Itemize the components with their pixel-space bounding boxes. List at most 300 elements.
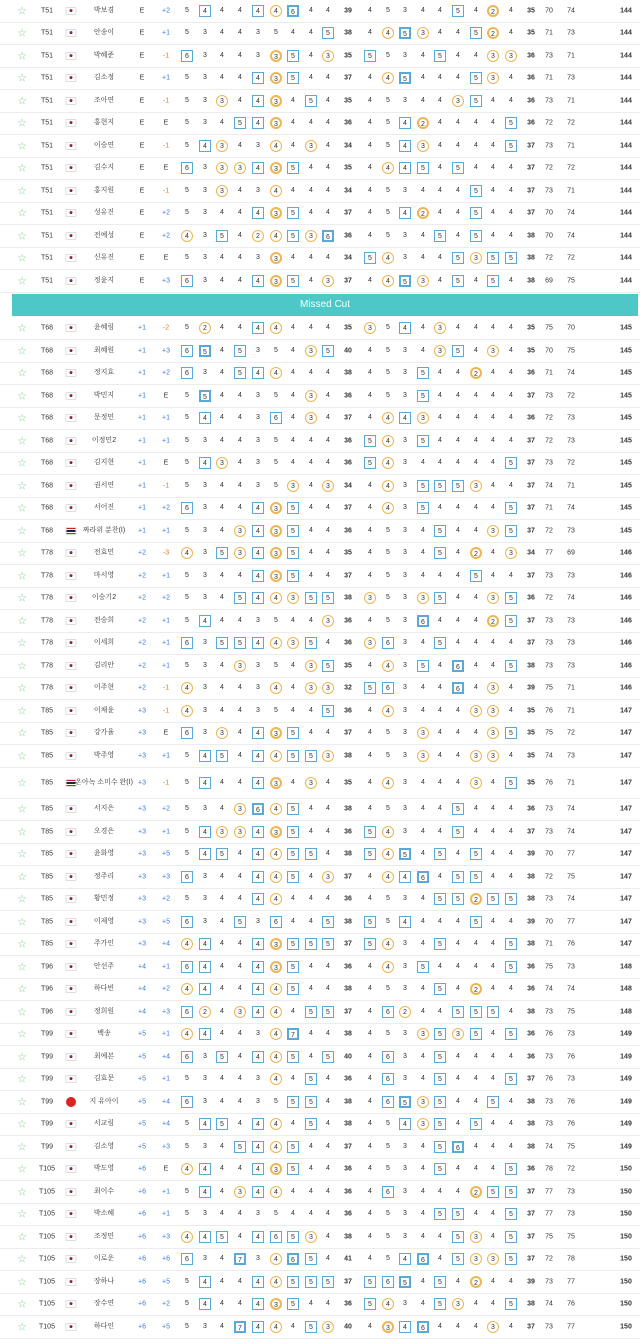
player-name[interactable]: 장수연	[93, 1300, 115, 1308]
star-icon[interactable]: ☆	[17, 1253, 27, 1266]
player-row[interactable]	[0, 498, 640, 521]
star-icon[interactable]: ☆	[17, 547, 27, 560]
player-row[interactable]	[0, 633, 640, 656]
player-name[interactable]: 문정민	[93, 414, 115, 422]
hole-score: 5	[505, 1073, 517, 1085]
hole-score: 4	[491, 231, 495, 239]
star-icon[interactable]: ☆	[17, 1298, 27, 1311]
hole-score: 4	[326, 962, 330, 970]
star-icon[interactable]: ☆	[17, 727, 27, 740]
star-icon[interactable]: ☆	[17, 457, 27, 470]
star-icon[interactable]: ☆	[17, 1231, 27, 1244]
star-icon[interactable]: ☆	[17, 750, 27, 763]
round2-score: 78	[567, 1255, 575, 1263]
player-row[interactable]	[0, 1024, 640, 1047]
hole-score: 4	[368, 616, 372, 624]
star-icon[interactable]: ☆	[17, 275, 27, 288]
player-row[interactable]	[0, 1204, 640, 1227]
star-icon[interactable]: ☆	[17, 983, 27, 996]
hole-score: 4	[421, 1007, 425, 1015]
player-name[interactable]: 윤화영	[93, 850, 115, 858]
player-name[interactable]: 박민지	[93, 391, 115, 399]
hole-score: 4	[438, 369, 442, 377]
star-icon[interactable]: ☆	[17, 615, 27, 628]
player-name[interactable]: 박주영	[93, 751, 115, 759]
hole-score: 5	[287, 207, 299, 219]
hole-score: 4	[421, 6, 425, 14]
star-icon[interactable]: ☆	[17, 1208, 27, 1221]
player-row[interactable]	[0, 889, 640, 912]
hole-score: 4	[421, 827, 425, 835]
hole-score: 5	[386, 391, 390, 399]
player-row[interactable]	[0, 1181, 640, 1204]
to-par-total: +5	[138, 1030, 146, 1038]
player-row[interactable]	[0, 340, 640, 363]
player-row[interactable]	[0, 1114, 640, 1137]
player-row[interactable]	[0, 1046, 640, 1069]
hole-score: 5	[470, 185, 482, 197]
hole-score: 4	[421, 346, 425, 354]
player-row[interactable]	[0, 1069, 640, 1092]
hole-score: 5	[322, 27, 334, 39]
to-par-total: +3	[138, 828, 146, 836]
star-icon[interactable]: ☆	[17, 435, 27, 448]
hole-score: 4	[474, 1322, 478, 1330]
star-icon[interactable]: ☆	[17, 162, 27, 175]
star-icon[interactable]: ☆	[17, 230, 27, 243]
player-name[interactable]: 김지현	[93, 459, 115, 467]
player-row[interactable]	[0, 475, 640, 498]
hole-score: 4	[368, 231, 372, 239]
out-score: 38	[344, 805, 352, 813]
hole-score: 3	[403, 827, 407, 835]
player-name[interactable]: 정희원	[93, 1007, 115, 1015]
in-score: 35	[527, 29, 535, 37]
round2-score: 73	[567, 639, 575, 647]
hole-score: 4	[326, 805, 330, 813]
star-icon[interactable]: ☆	[17, 367, 27, 380]
hole-score: 5	[505, 1208, 517, 1220]
player-row[interactable]	[0, 270, 640, 293]
to-par-total: +2	[138, 572, 146, 580]
player-row[interactable]	[0, 723, 640, 746]
player-name[interactable]: 이로운	[93, 1255, 115, 1263]
hole-score: 5	[386, 369, 390, 377]
hole-score: 3	[270, 777, 282, 789]
hole-score: 4	[238, 96, 242, 104]
hole-score: 5	[199, 390, 211, 402]
player-name[interactable]: 이승연	[93, 141, 115, 149]
star-icon[interactable]: ☆	[17, 871, 27, 884]
player-name[interactable]: 박도영	[93, 1165, 115, 1173]
position: T51	[40, 52, 54, 60]
star-icon[interactable]: ☆	[17, 1118, 27, 1131]
player-name[interactable]: 지 유아이	[89, 1097, 119, 1105]
player-row[interactable]	[0, 543, 640, 566]
flag-icon	[66, 527, 77, 535]
star-icon[interactable]: ☆	[17, 322, 27, 335]
flag-icon	[66, 985, 77, 993]
star-icon[interactable]: ☆	[17, 185, 27, 198]
player-name[interactable]: 이주현	[93, 684, 115, 692]
round1-score: 73	[545, 1098, 553, 1106]
star-icon[interactable]: ☆	[17, 570, 27, 583]
player-row[interactable]	[0, 90, 640, 113]
player-name[interactable]: 이세희	[93, 639, 115, 647]
hole-score: 4	[199, 1298, 211, 1310]
position: T105	[39, 1255, 55, 1263]
star-icon[interactable]: ☆	[17, 1321, 27, 1334]
flag-icon	[66, 1233, 77, 1241]
position: T68	[40, 504, 54, 512]
round2-score: 76	[567, 1300, 575, 1308]
player-row[interactable]	[0, 363, 640, 386]
round2-score: 75	[567, 347, 575, 355]
hole-score: 4	[438, 1322, 442, 1330]
hole-score: 3	[270, 547, 282, 559]
out-score: 32	[344, 684, 352, 692]
player-row[interactable]	[0, 1249, 640, 1272]
player-name[interactable]: 전예성	[93, 231, 115, 239]
player-row[interactable]	[0, 1136, 640, 1159]
player-name[interactable]: 권서연	[93, 481, 115, 489]
flag-icon	[66, 639, 77, 647]
player-name[interactable]: 김소영	[93, 1142, 115, 1150]
star-icon[interactable]: ☆	[17, 480, 27, 493]
hole-score: 4	[220, 917, 224, 925]
star-icon[interactable]: ☆	[17, 1096, 27, 1109]
hole-score: 4	[326, 1300, 330, 1308]
star-icon[interactable]: ☆	[17, 1073, 27, 1086]
hole-score: 5	[386, 1030, 390, 1038]
player-name[interactable]: 마서영	[93, 571, 115, 579]
player-row[interactable]	[0, 203, 640, 226]
flag-icon	[66, 504, 77, 512]
hole-score: 4	[438, 616, 442, 624]
player-name[interactable]: 홍현지	[93, 119, 115, 127]
position: T105	[39, 1300, 55, 1308]
hole-score: 5	[434, 1208, 446, 1220]
out-score: 36	[344, 707, 352, 715]
player-name[interactable]: 김소정	[93, 74, 115, 82]
round2-score: 73	[567, 1210, 575, 1218]
star-icon[interactable]: ☆	[17, 803, 27, 816]
player-row[interactable]	[0, 979, 640, 1002]
player-row[interactable]	[0, 23, 640, 46]
player-name[interactable]: 조아연	[93, 96, 115, 104]
hole-score: 4	[220, 594, 224, 602]
player-row[interactable]	[0, 1316, 640, 1339]
hole-score: 4	[252, 893, 264, 905]
flag-icon	[66, 1300, 77, 1308]
player-row[interactable]	[0, 565, 640, 588]
round1-score: 73	[545, 187, 553, 195]
star-icon[interactable]: ☆	[17, 72, 27, 85]
player-row[interactable]	[0, 768, 640, 799]
player-name[interactable]: 이정민2	[91, 436, 117, 444]
star-icon[interactable]: ☆	[17, 893, 27, 906]
player-name[interactable]: 안선주	[93, 962, 115, 970]
hole-score: 5	[185, 1120, 189, 1128]
player-name[interactable]: 최이수	[93, 1187, 115, 1195]
star-icon[interactable]: ☆	[17, 27, 27, 40]
player-name[interactable]: 안송이	[93, 29, 115, 37]
hole-score: 4	[368, 1322, 372, 1330]
position: T51	[40, 209, 54, 217]
player-row[interactable]	[0, 1226, 640, 1249]
player-row[interactable]	[0, 655, 640, 678]
star-icon[interactable]: ☆	[17, 1276, 27, 1289]
star-icon[interactable]: ☆	[17, 916, 27, 929]
player-row[interactable]	[0, 911, 640, 934]
player-name[interactable]: 전승희	[93, 616, 115, 624]
hole-score: 4	[199, 1186, 211, 1198]
player-name[interactable]: 정윤지	[93, 276, 115, 284]
player-name[interactable]: 김수지	[93, 164, 115, 172]
hole-score: 3	[470, 777, 482, 789]
player-name[interactable]: 서어진	[93, 504, 115, 512]
player-name[interactable]: 오경은	[93, 827, 115, 835]
player-name[interactable]: 하다인	[93, 1322, 115, 1330]
star-icon[interactable]: ☆	[17, 1186, 27, 1199]
hole-score: 3	[256, 29, 260, 37]
player-row[interactable]	[0, 700, 640, 723]
player-name[interactable]: 하다빈	[93, 985, 115, 993]
hole-score: 4	[438, 751, 442, 759]
player-name[interactable]: 주가인	[93, 940, 115, 948]
player-name[interactable]: 강가율	[93, 729, 115, 737]
hole-score: 3	[403, 1187, 407, 1195]
player-row[interactable]	[0, 1159, 640, 1182]
star-icon[interactable]: ☆	[17, 1028, 27, 1041]
player-name[interactable]: 신유진	[93, 254, 115, 262]
star-icon[interactable]: ☆	[17, 50, 27, 63]
to-par-total: +2	[138, 684, 146, 692]
hole-score: 4	[309, 436, 313, 444]
to-par-today: E	[163, 164, 169, 172]
round1-score: 70	[545, 347, 553, 355]
player-row[interactable]	[0, 113, 640, 136]
player-name[interactable]: 이승기2	[91, 594, 117, 602]
star-icon[interactable]: ☆	[17, 525, 27, 538]
player-row[interactable]	[0, 430, 640, 453]
hole-score: 4	[270, 1118, 282, 1130]
player-name[interactable]: 전효민	[93, 549, 115, 557]
player-row[interactable]	[0, 453, 640, 476]
hole-score: 4	[220, 1165, 224, 1173]
hole-score: 4	[491, 778, 495, 786]
player-name[interactable]: 윤혜림	[93, 324, 115, 332]
star-icon[interactable]: ☆	[17, 938, 27, 951]
player-name[interactable]: 홍지원	[93, 186, 115, 194]
player-name[interactable]: 조정민	[93, 1232, 115, 1240]
player-row[interactable]	[0, 956, 640, 979]
star-icon[interactable]: ☆	[17, 412, 27, 425]
hole-score: 4	[252, 1163, 264, 1175]
star-icon[interactable]: ☆	[17, 637, 27, 650]
hole-score: 4	[252, 1298, 264, 1310]
player-name[interactable]: 서지은	[93, 805, 115, 813]
star-icon[interactable]: ☆	[17, 95, 27, 108]
hole-score: 3	[403, 51, 407, 59]
player-row[interactable]	[0, 1001, 640, 1024]
player-name[interactable]: 박보겸	[93, 6, 115, 14]
star-icon[interactable]: ☆	[17, 660, 27, 673]
player-name[interactable]: 서교림	[93, 1120, 115, 1128]
player-row[interactable]	[0, 1091, 640, 1114]
star-icon[interactable]: ☆	[17, 848, 27, 861]
hole-score: 5	[287, 50, 299, 62]
star-icon[interactable]: ☆	[17, 826, 27, 839]
player-name[interactable]: 정주리	[93, 872, 115, 880]
hole-score: 4	[491, 436, 495, 444]
hole-score: 4	[474, 594, 478, 602]
player-row[interactable]	[0, 180, 640, 203]
player-row[interactable]	[0, 844, 640, 867]
player-name[interactable]: 박혜준	[93, 51, 115, 59]
hole-score: 4	[181, 705, 193, 717]
to-par-today: +3	[162, 1008, 170, 1016]
hole-score: 4	[252, 871, 264, 883]
star-icon[interactable]: ☆	[17, 1051, 27, 1064]
player-row[interactable]	[0, 866, 640, 889]
hole-score: 4	[456, 29, 460, 37]
player-row[interactable]	[0, 1271, 640, 1294]
star-icon[interactable]: ☆	[17, 592, 27, 605]
star-icon[interactable]: ☆	[17, 117, 27, 130]
round1-score: 75	[545, 729, 553, 737]
player-row[interactable]	[0, 1294, 640, 1317]
player-name[interactable]: 박소혜	[93, 1210, 115, 1218]
hole-score: 4	[491, 940, 495, 948]
hole-score: 5	[434, 1298, 446, 1310]
to-par-today: +4	[162, 1053, 170, 1061]
player-name[interactable]: 온아녹 소미수 완(I)	[75, 778, 133, 786]
star-icon[interactable]: ☆	[17, 252, 27, 265]
player-name[interactable]: 황민정	[93, 895, 115, 903]
hole-score: 5	[185, 805, 189, 813]
player-row[interactable]	[0, 68, 640, 91]
hole-score: 4	[220, 414, 224, 422]
player-name[interactable]: 백송	[97, 1030, 111, 1038]
star-icon[interactable]: ☆	[17, 5, 27, 18]
star-icon[interactable]: ☆	[17, 682, 27, 695]
hole-score: 4	[309, 51, 313, 59]
hole-score: 5	[452, 345, 464, 357]
player-row[interactable]	[0, 678, 640, 701]
star-icon[interactable]: ☆	[17, 1141, 27, 1154]
hole-score: 4	[456, 1097, 460, 1105]
hole-score: 3	[270, 207, 282, 219]
star-icon[interactable]: ☆	[17, 1006, 27, 1019]
hole-score: 5	[470, 871, 482, 883]
player-name[interactable]: 이채윤	[93, 706, 115, 714]
player-row[interactable]	[0, 799, 640, 822]
hole-score: 4	[238, 751, 242, 759]
out-score: 36	[344, 1300, 352, 1308]
player-row[interactable]	[0, 158, 640, 181]
player-row[interactable]	[0, 934, 640, 957]
hole-score: 3	[203, 872, 207, 880]
hole-score: 3	[417, 412, 429, 424]
hole-score: 5	[274, 29, 278, 37]
player-name[interactable]: 최혜원	[93, 346, 115, 354]
player-name[interactable]: 성유진	[93, 209, 115, 217]
player-row[interactable]	[0, 0, 640, 23]
position: T68	[40, 392, 54, 400]
in-score: 37	[527, 392, 535, 400]
player-name[interactable]: 짜라위 분찬(I)	[82, 526, 126, 534]
hole-score: 4	[474, 119, 478, 127]
player-row[interactable]	[0, 610, 640, 633]
hole-score: 5	[487, 1006, 499, 1018]
star-icon[interactable]: ☆	[17, 777, 27, 789]
player-name[interactable]: 장하나	[93, 1277, 115, 1285]
player-name[interactable]: 이제영	[93, 917, 115, 925]
hole-score: 5	[470, 1006, 482, 1018]
star-icon[interactable]: ☆	[17, 390, 27, 403]
hole-score: 4	[509, 96, 513, 104]
round1-score: 71	[545, 504, 553, 512]
star-icon[interactable]: ☆	[17, 961, 27, 974]
player-name[interactable]: 최예본	[93, 1052, 115, 1060]
hole-score: 4	[474, 639, 478, 647]
hole-score: 4	[368, 164, 372, 172]
hole-score: 4	[220, 51, 224, 59]
hole-score: 3	[256, 391, 260, 399]
player-row[interactable]	[0, 745, 640, 768]
star-icon[interactable]: ☆	[17, 345, 27, 358]
hole-score: 3	[470, 705, 482, 717]
player-row[interactable]	[0, 318, 640, 341]
player-row[interactable]	[0, 225, 640, 248]
hole-score: 4	[199, 1118, 211, 1130]
hole-score: 5	[364, 1298, 376, 1310]
star-icon[interactable]: ☆	[17, 1163, 27, 1176]
hole-score: 3	[403, 1210, 407, 1218]
hole-score: 4	[220, 872, 224, 880]
player-row[interactable]	[0, 408, 640, 431]
player-row[interactable]	[0, 248, 640, 271]
star-icon[interactable]: ☆	[17, 705, 27, 718]
player-name[interactable]: 김리안	[93, 661, 115, 669]
player-name[interactable]: 정지효	[93, 369, 115, 377]
hole-score: 5	[470, 1118, 482, 1130]
player-name[interactable]: 김효문	[93, 1075, 115, 1083]
player-row[interactable]	[0, 385, 640, 408]
hole-score: 5	[452, 1208, 464, 1220]
star-icon[interactable]: ☆	[17, 207, 27, 220]
flag-icon	[66, 369, 77, 377]
hole-score: 5	[287, 525, 299, 537]
star-icon[interactable]: ☆	[17, 502, 27, 515]
flag-icon	[66, 1165, 77, 1173]
hole-score: 4	[438, 962, 442, 970]
hole-score: 5	[386, 119, 390, 127]
player-row[interactable]	[0, 821, 640, 844]
to-par-today: +1	[162, 752, 170, 760]
hole-score: 5	[185, 661, 189, 669]
hole-score: 4	[309, 6, 313, 14]
hole-score: 6	[382, 682, 394, 694]
star-icon[interactable]: ☆	[17, 140, 27, 153]
player-row[interactable]	[0, 135, 640, 158]
hole-score: 3	[487, 1321, 499, 1333]
player-row[interactable]	[0, 520, 640, 543]
player-row[interactable]	[0, 45, 640, 68]
player-row[interactable]	[0, 588, 640, 611]
hole-score: 3	[403, 729, 407, 737]
